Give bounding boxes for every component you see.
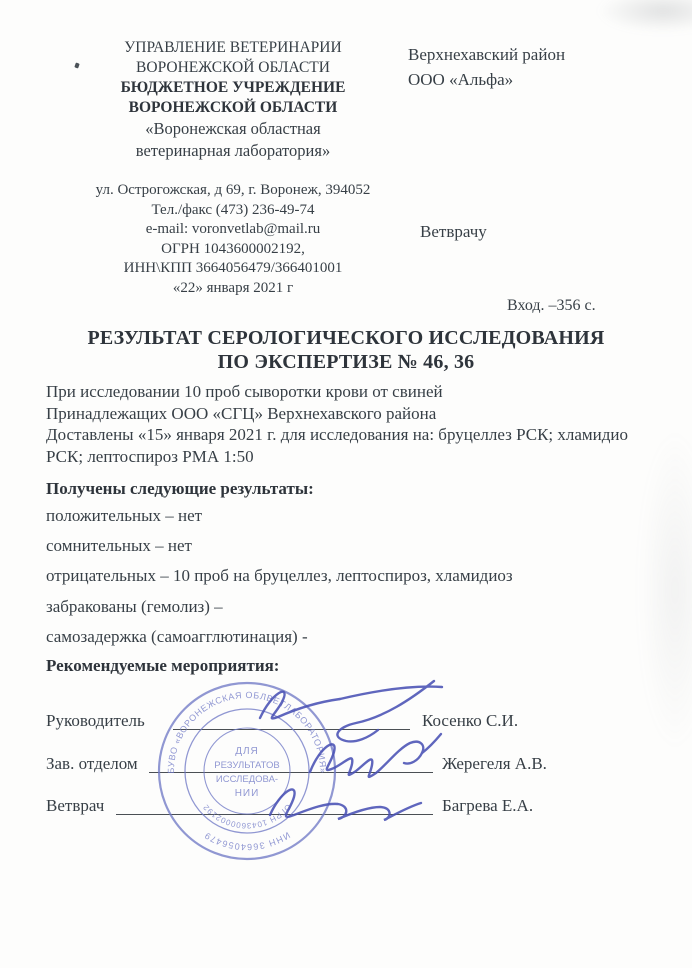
signature-stroke-head <box>310 742 423 777</box>
title-line-2: ПО ЭКСПЕРТИЗЕ № 46, 36 <box>217 351 475 373</box>
org-line: УПРАВЛЕНИЕ ВЕТЕРИНАРИИ <box>124 39 342 56</box>
signature-stroke-director <box>260 692 340 719</box>
title-line-1: РЕЗУЛЬТАТ СЕРОЛОГИЧЕСКОГО ИССЛЕДОВАНИЯ <box>87 327 605 349</box>
org-line-bold: БЮДЖЕТНОЕ УЧРЕЖДЕНИЕ <box>120 79 346 96</box>
body-line: РСК; лептоспироз РМА 1:50 <box>46 447 254 467</box>
org-line-bold: ВОРОНЕЖСКОЙ ОБЛАСТИ <box>128 99 338 116</box>
stamp-center-line-1: ДЛЯ <box>235 746 259 757</box>
recipient-org: ООО «Альфа» <box>408 70 514 89</box>
signature-stroke-vet <box>270 789 421 820</box>
org-line: ветеринарная лаборатория» <box>135 141 331 160</box>
result-item: забракованы (гемолиз) – <box>46 597 223 616</box>
signature-role-3: Ветврач <box>46 796 105 815</box>
stamp-center-line-4: НИИ <box>234 788 260 799</box>
body-line: Принадлежащих ООО «СГЦ» Верхнехавского района <box>46 403 437 423</box>
signature-role-1: Руководитель <box>46 711 145 730</box>
stamp-outer-bottom-text: ИНН 3664056479 <box>202 829 292 853</box>
signature-stroke-director <box>340 687 442 699</box>
document-date: «22» января 2021 г <box>172 279 294 296</box>
stamp-outer-top-text: БУВО «ВОРОНЕЖСКАЯ ОБЛВЕТЛАБОРАТОРИЯ» <box>165 689 329 774</box>
stamp-center-line-2: РЕЗУЛЬТАТОВ <box>214 760 280 771</box>
incoming-number: Вход. –356 с. <box>507 297 596 314</box>
result-item: отрицательных – 10 проб на бруцеллез, лептоспироз, хламидиоз <box>46 566 513 585</box>
body-line: При исследовании 10 проб сыворотки крови от свиней <box>46 382 443 401</box>
result-item: сомнительных – нет <box>46 536 192 555</box>
signature-role-2: Зав. отделом <box>46 754 138 773</box>
recommendations-heading: Рекомендуемые мероприятия: <box>46 656 280 675</box>
contact-phone: Тел./факс (473) 236-49-74 <box>151 201 315 218</box>
recipient-district: Верхнехавский район <box>408 45 566 64</box>
addressee-label: Ветврачу <box>420 222 487 241</box>
contact-address: ул. Острогожская, д 69, г. Воронеж, 394052 <box>95 182 371 198</box>
contact-inn-kpp: ИНН\КПП 3664056479/366401001 <box>123 260 343 276</box>
body-line: Доставлены «15» января 2021 г. для исследования на: бруцеллез РСК; хламидио <box>46 425 629 445</box>
signature-name-3: Багрева Е.А. <box>442 796 534 815</box>
stamp-center-line-3: ИССЛЕДОВА- <box>215 774 279 785</box>
signature-stroke-head <box>422 734 441 753</box>
contact-email: e-mail: voronvetlab@mail.ru <box>145 221 321 237</box>
result-item: положительных – нет <box>46 506 203 525</box>
contact-ogrn: ОГРН 1043600002192, <box>161 240 305 257</box>
org-line: «Воронежская областная <box>145 119 321 138</box>
signature-name-2: Жерегеля А.В. <box>442 754 547 773</box>
stamp-inner-bottom-text: ОГРН 1043600002192 <box>201 802 293 831</box>
results-heading: Получены следующие результаты: <box>46 479 314 498</box>
result-item: самозадержка (самоагглютинация) - <box>46 627 308 646</box>
signature-name-1: Косенко С.И. <box>422 711 519 730</box>
org-line: ВОРОНЕЖСКОЙ ОБЛАСТИ <box>136 59 330 76</box>
